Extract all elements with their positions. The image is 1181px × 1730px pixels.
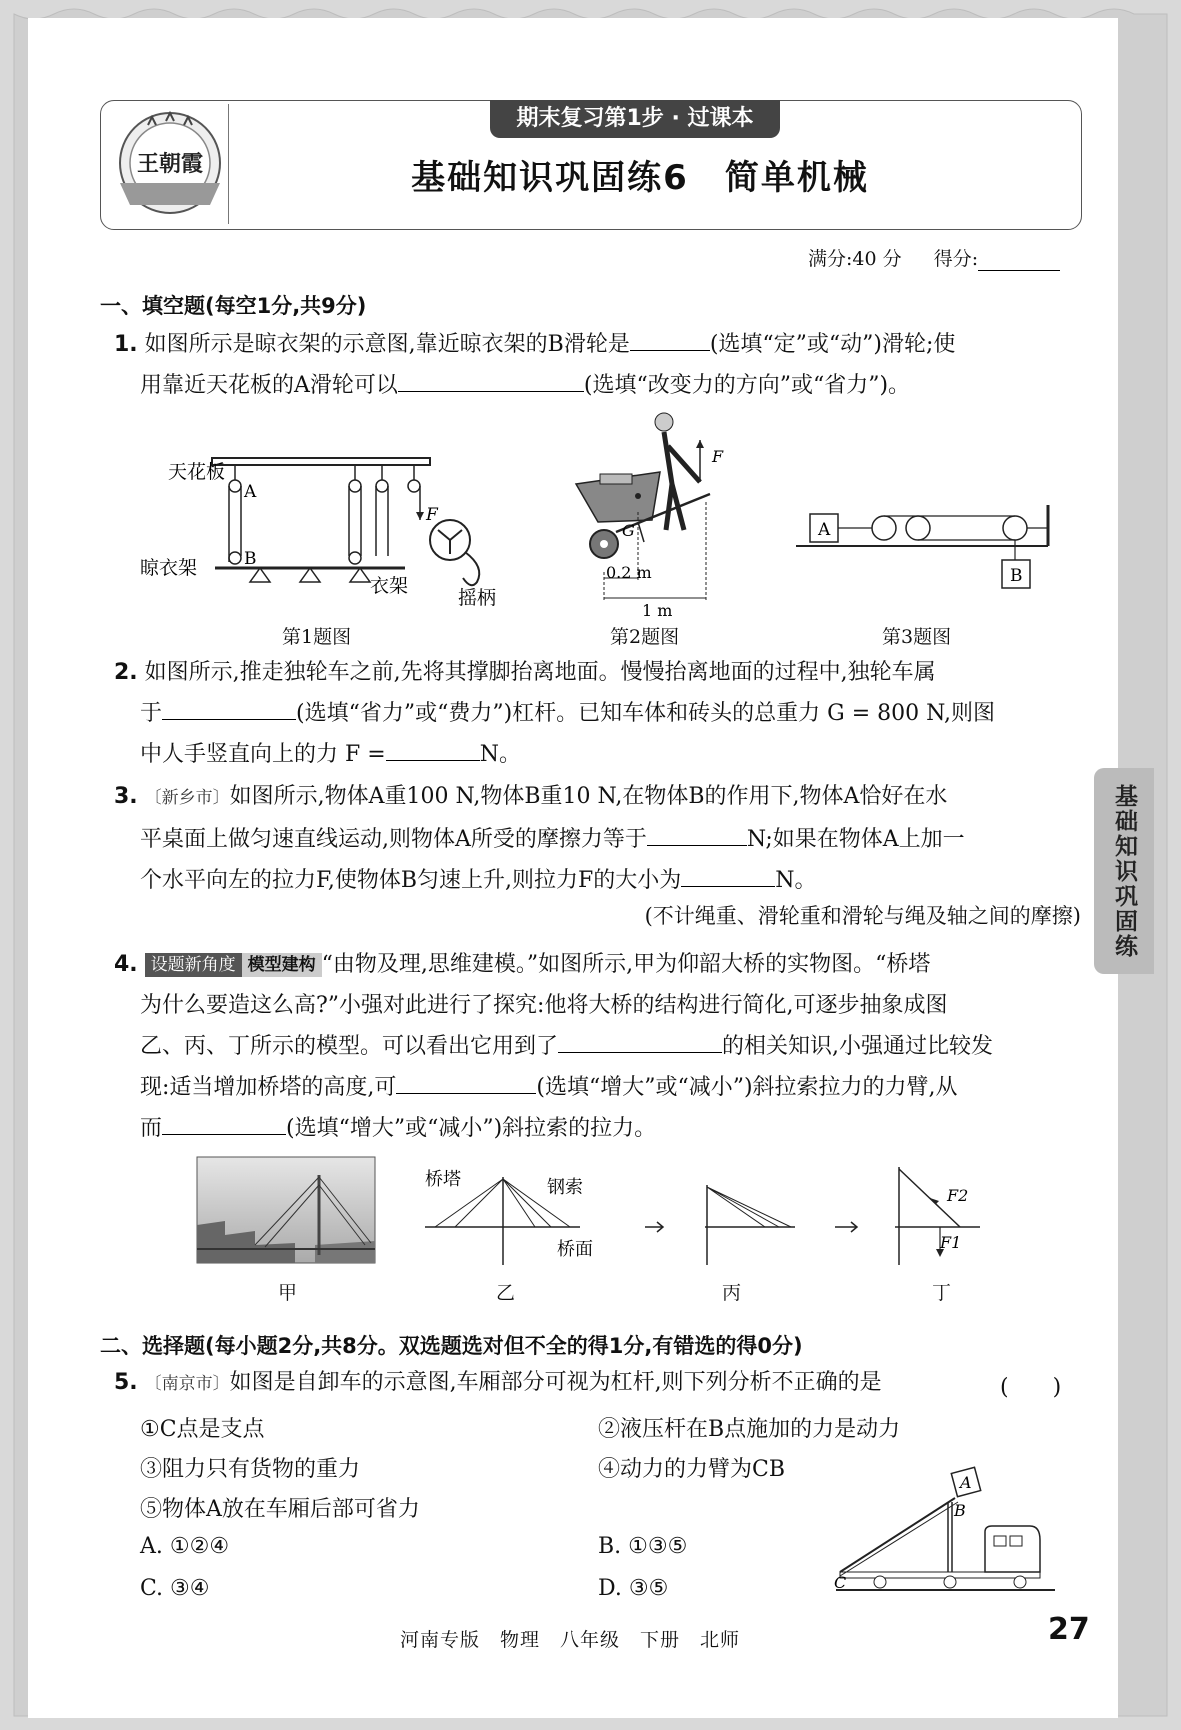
q4-text-a: “由物及理,思维建模。”如图所示,甲为仰韶大桥的实物图。“桥塔 xyxy=(321,952,931,977)
section2-title: 二、选择题(每小题2分,共8分。双选题选对但不全的得1分,有错选的得0分) xyxy=(100,1334,803,1358)
q4-badge-new-angle: 设题新角度 xyxy=(145,953,242,977)
q4-text-c: 乙、丙、丁所示的模型。可以看出它用到了 xyxy=(140,1034,559,1059)
q5-statement-4: ④动力的力臂为CB xyxy=(598,1457,786,1482)
fig4-tower-label: 桥塔 xyxy=(425,1169,461,1190)
fig1-ceiling-label: 天花板 xyxy=(168,461,226,483)
q2-text-a: 如图所示,推走独轮车之前,先将其撑脚抬离地面。慢慢抬离地面的过程中,独轮车属 xyxy=(144,660,936,685)
fig2-caption: 第2题图 xyxy=(610,626,680,648)
fig1-pulley-a-label: A xyxy=(244,482,257,502)
fig3-caption: 第3题图 xyxy=(882,626,952,648)
q5-option-b[interactable]: B. ①③⑤ xyxy=(598,1534,688,1559)
question-number: 3. xyxy=(114,784,138,809)
fig5-point-a-label: A xyxy=(960,1473,972,1492)
q5-statement-2: ②液压杆在B点施加的力是动力 xyxy=(598,1417,901,1442)
q2-blank-1[interactable] xyxy=(162,695,296,720)
q5-statement-5: ⑤物体A放在车厢后部可省力 xyxy=(140,1497,420,1522)
q5-option-d[interactable]: D. ③⑤ xyxy=(598,1576,669,1601)
q3-text-c: N;如果在物体A上加一 xyxy=(746,827,965,852)
score-blank[interactable] xyxy=(978,252,1060,271)
q4-text-d: 的相关知识,小强通过比较发 xyxy=(722,1034,994,1059)
q3-text-b: 平桌面上做匀速直线运动,则物体A所受的摩擦力等于 xyxy=(140,827,647,852)
figure-1-clothes-rack xyxy=(140,440,540,630)
fig4-caption-d: 丁 xyxy=(932,1282,952,1304)
q4-badge-model: 模型建构 xyxy=(242,953,322,977)
q3-text-d: 个水平向左的拉力F,使物体B匀速上升,则拉力F的大小为 xyxy=(140,868,682,893)
fig1-rack-label: 晾衣架 xyxy=(140,557,198,579)
q5-statement-1: ①C点是支点 xyxy=(140,1417,265,1442)
question-4 xyxy=(114,944,1086,1149)
logo-text: 王朝霞 xyxy=(136,151,204,177)
fig1-force-label: F xyxy=(426,505,438,525)
q1-text-d: (选填“改变力的方向”或“省力”)。 xyxy=(583,373,911,398)
footer-info: 河南专版 物理 八年级 下册 北师 xyxy=(400,1629,741,1651)
page-title: 基础知识巩固练6 简单机械 xyxy=(411,158,869,198)
q4-blank-3[interactable] xyxy=(162,1110,286,1135)
q4-text-f: (选填“增大”或“减小”)斜拉索拉力的力臂,从 xyxy=(536,1075,958,1100)
step-tab: 期末复习第1步 · 过课本 xyxy=(490,100,780,138)
question-number: 5. xyxy=(114,1370,138,1395)
q4-text-b: 为什么要造这么高?”小强对此进行了探究:他将大桥的结构进行简化,可逐步抽象成图 xyxy=(140,993,948,1018)
q4-text-g: 而 xyxy=(140,1116,163,1141)
fig4-f1-label: F1 xyxy=(940,1233,962,1252)
q4-text-e: 现:适当增加桥塔的高度,可 xyxy=(140,1075,397,1100)
q1-blank-1[interactable] xyxy=(630,326,710,351)
section1-title: 一、填空题(每空1分,共9分) xyxy=(100,294,367,318)
fig5-point-b-label: B xyxy=(954,1501,966,1520)
fig3-block-a-label: A xyxy=(818,520,831,540)
fig4-caption-b: 乙 xyxy=(496,1282,516,1304)
full-score: 满分:40 分 xyxy=(808,248,902,270)
q2-text-c: (选填“省力”或“费力”)杠杆。已知车体和砖头的总重力 G = 800 N,则图 xyxy=(296,701,995,726)
question-number: 1. xyxy=(114,332,138,357)
q5-answer-paren[interactable]: ( ) xyxy=(1000,1375,1062,1400)
figure-4-bridge-models xyxy=(195,1155,995,1285)
q3-blank-1[interactable] xyxy=(647,821,747,846)
q5-option-c[interactable]: C. ③④ xyxy=(140,1576,210,1601)
q3-blank-2[interactable] xyxy=(681,862,775,887)
fig1-hanger-label: 衣架 xyxy=(370,575,409,597)
score-line xyxy=(808,244,1060,271)
question-number: 2. xyxy=(114,660,138,685)
fig1-caption: 第1题图 xyxy=(282,626,352,648)
q1-text-a: 如图所示是晾衣架的示意图,靠近晾衣架的B滑轮是 xyxy=(144,332,630,357)
fig4-caption-c: 丙 xyxy=(722,1282,742,1304)
q4-text-h: (选填“增大”或“减小”)斜拉索的拉力。 xyxy=(286,1116,657,1141)
fig4-caption-a: 甲 xyxy=(278,1282,298,1304)
q2-blank-2[interactable] xyxy=(386,736,480,761)
q1-text-b: (选填“定”或“动”)滑轮;使 xyxy=(709,332,956,357)
side-tab: 基础知识巩固练 xyxy=(1094,768,1154,974)
logo-divider xyxy=(228,104,229,224)
q1-blank-2[interactable] xyxy=(398,367,584,392)
q3-text-e: N。 xyxy=(775,868,817,893)
page-number: 27 xyxy=(1048,1612,1090,1647)
fig4-f2-label: F2 xyxy=(947,1186,969,1205)
q2-text-e: N。 xyxy=(479,742,521,767)
q4-blank-2[interactable] xyxy=(396,1069,536,1094)
figure-2-wheelbarrow xyxy=(560,412,750,620)
q1-text-c: 用靠近天花板的A滑轮可以 xyxy=(140,373,398,398)
q3-note: (不计绳重、滑轮重和滑轮与绳及轴之间的摩擦) xyxy=(644,904,1081,928)
logo-emblem xyxy=(110,105,230,223)
q5-text: 如图是自卸车的示意图,车厢部分可视为杠杆,则下列分析不正确的是 xyxy=(229,1370,882,1395)
q3-source-tag: 〔新乡市〕 xyxy=(144,788,230,808)
fig2-dist2-label: 1 m xyxy=(642,601,673,620)
fig3-block-b-label: B xyxy=(1010,566,1023,586)
question-5 xyxy=(114,1362,1086,1405)
q5-source-tag: 〔南京市〕 xyxy=(144,1374,230,1394)
q2-text-d: 中人手竖直向上的力 F = xyxy=(140,742,386,767)
question-number: 4. xyxy=(114,952,138,977)
q5-option-a[interactable]: A. ①②④ xyxy=(140,1534,230,1559)
fig5-point-c-label: C xyxy=(834,1573,847,1592)
fig2-gravity-label: G xyxy=(622,521,635,540)
q2-text-b: 于 xyxy=(140,701,163,726)
question-3 xyxy=(114,776,1086,901)
question-1 xyxy=(114,324,1086,406)
fig4-deck-label: 桥面 xyxy=(557,1239,593,1260)
figure-3-pulley-system xyxy=(790,500,1060,600)
score-label: 得分: xyxy=(933,248,979,270)
q3-text-a: 如图所示,物体A重100 N,物体B重10 N,在物体B的作用下,物体A恰好在水 xyxy=(229,784,948,809)
fig4-cable-label: 钢索 xyxy=(547,1177,583,1198)
fig1-crank-label: 摇柄 xyxy=(458,587,497,609)
fig2-force-label: F xyxy=(712,447,724,466)
q5-statement-3: ③阻力只有货物的重力 xyxy=(140,1457,361,1482)
question-2 xyxy=(114,652,1086,775)
q4-blank-1[interactable] xyxy=(558,1028,722,1053)
figure-5-dump-truck xyxy=(830,1460,1060,1600)
fig2-dist1-label: 0.2 m xyxy=(606,563,652,582)
fig1-pulley-b-label: B xyxy=(244,549,257,569)
